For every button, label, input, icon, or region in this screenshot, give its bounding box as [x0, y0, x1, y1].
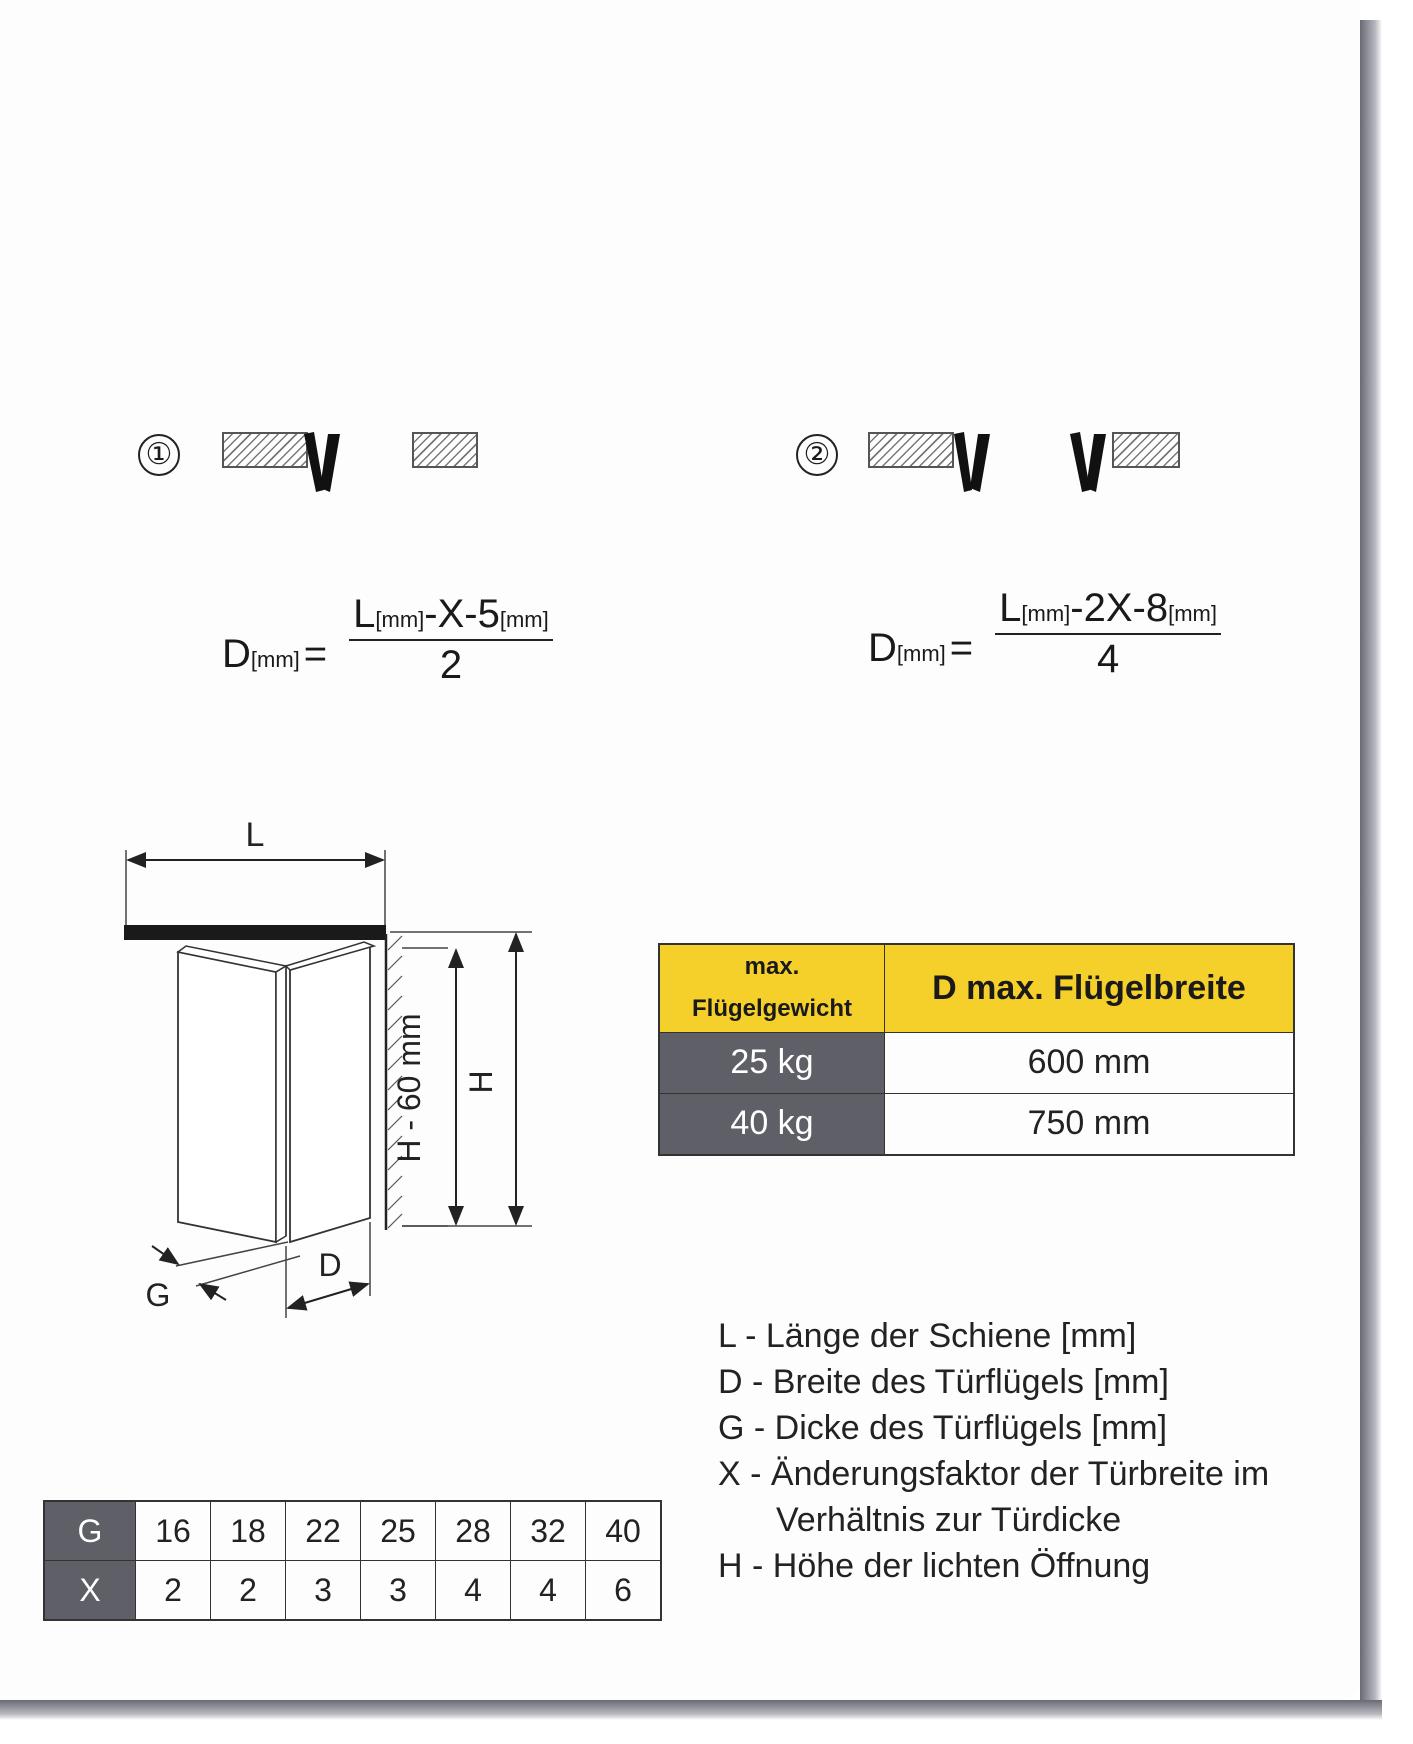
weight-cell: 40 kg [659, 1093, 885, 1155]
legend-item: L - Länge der Schiene [mm] [718, 1317, 1137, 1355]
legend-item: Verhältnis zur Türdicke [776, 1501, 1122, 1539]
weight-cell: 25 kg [659, 1032, 885, 1093]
x-row [44, 1561, 661, 1621]
variant-2-wall-left [868, 432, 954, 468]
folding-door-drawing [100, 810, 560, 1330]
door-panel-left-edge [276, 966, 286, 1242]
g-value: 22 [286, 1501, 361, 1561]
dim-G-arrow-2 [200, 1284, 226, 1300]
x-value: 6 [586, 1561, 662, 1621]
dim-D-arrow [288, 1284, 368, 1308]
legend [718, 1313, 1269, 1589]
variant-2-number: ② [796, 434, 838, 476]
formula-1-fraction: $\frac{L[mm]-X-5[mm]}{2}$ [349, 592, 553, 688]
legend-item: X - Änderungsfaktor der Türbreite im [718, 1455, 1270, 1493]
variant-1-fold-icon [300, 428, 352, 494]
formula-1 [222, 592, 553, 688]
g-value: 40 [586, 1501, 662, 1561]
door-panel-left-face [178, 952, 276, 1242]
legend-item: H - Höhe der lichten Öffnung [718, 1547, 1151, 1585]
g-x-table [43, 1500, 662, 1621]
variant-1-wall-left [222, 432, 308, 468]
dim-G-arrow-1 [152, 1246, 178, 1264]
x-value: 3 [286, 1561, 361, 1621]
page-shadow-bottom [0, 1700, 1382, 1720]
legend-item: G - Dicke des Türflügels [mm] [718, 1409, 1168, 1447]
table-row [659, 1093, 1294, 1155]
width-cell: 750 mm [885, 1093, 1295, 1155]
x-value: 2 [211, 1561, 286, 1621]
formula-2-lhs: D[mm] [868, 625, 946, 670]
formula-1-lhs: D[mm] [222, 631, 300, 676]
table-row [659, 1032, 1294, 1093]
g-row-label: G [44, 1501, 136, 1561]
variant-1-number: ① [138, 434, 180, 476]
dim-H60-label: H - 60 mm [391, 1013, 427, 1163]
x-value: 2 [136, 1561, 211, 1621]
x-value: 4 [436, 1561, 511, 1621]
legend-item: D - Breite des Türflügels [mm] [718, 1363, 1169, 1401]
x-value: 4 [511, 1561, 586, 1621]
g-row [44, 1501, 661, 1561]
dim-D-label: D [318, 1247, 342, 1283]
formula-2 [868, 586, 1221, 682]
g-value: 25 [361, 1501, 436, 1561]
formula-2-fraction: $\frac{L[mm]-2X-8[mm]}{4}$ [995, 586, 1221, 682]
x-row-label: X [44, 1561, 136, 1621]
rail [124, 925, 386, 940]
g-value: 16 [136, 1501, 211, 1561]
header-max-weight: max. Flügelgewicht [659, 944, 885, 1032]
g-value: 32 [511, 1501, 586, 1561]
width-cell: 600 mm [885, 1032, 1295, 1093]
weight-table-header-row [659, 944, 1294, 1032]
variant-2-fold-left-icon [950, 428, 1000, 494]
variant-1-wall-right [412, 432, 478, 468]
formula-1-equals: = [303, 631, 328, 676]
dim-L-label: L [245, 816, 265, 854]
g-value: 28 [436, 1501, 511, 1561]
page-shadow-right [1360, 20, 1382, 1718]
door-panel-right-face [290, 946, 370, 1242]
dim-G-label: G [145, 1277, 171, 1313]
variant-2-wall-right [1112, 432, 1180, 468]
g-value: 18 [211, 1501, 286, 1561]
header-max-width: D max. Flügelbreite [885, 944, 1295, 1032]
weight-width-table [658, 943, 1295, 1156]
x-value: 3 [361, 1561, 436, 1621]
formula-2-equals: = [949, 625, 974, 670]
variant-2-fold-right-icon [1066, 428, 1116, 494]
dim-H-label: H [463, 1070, 499, 1094]
